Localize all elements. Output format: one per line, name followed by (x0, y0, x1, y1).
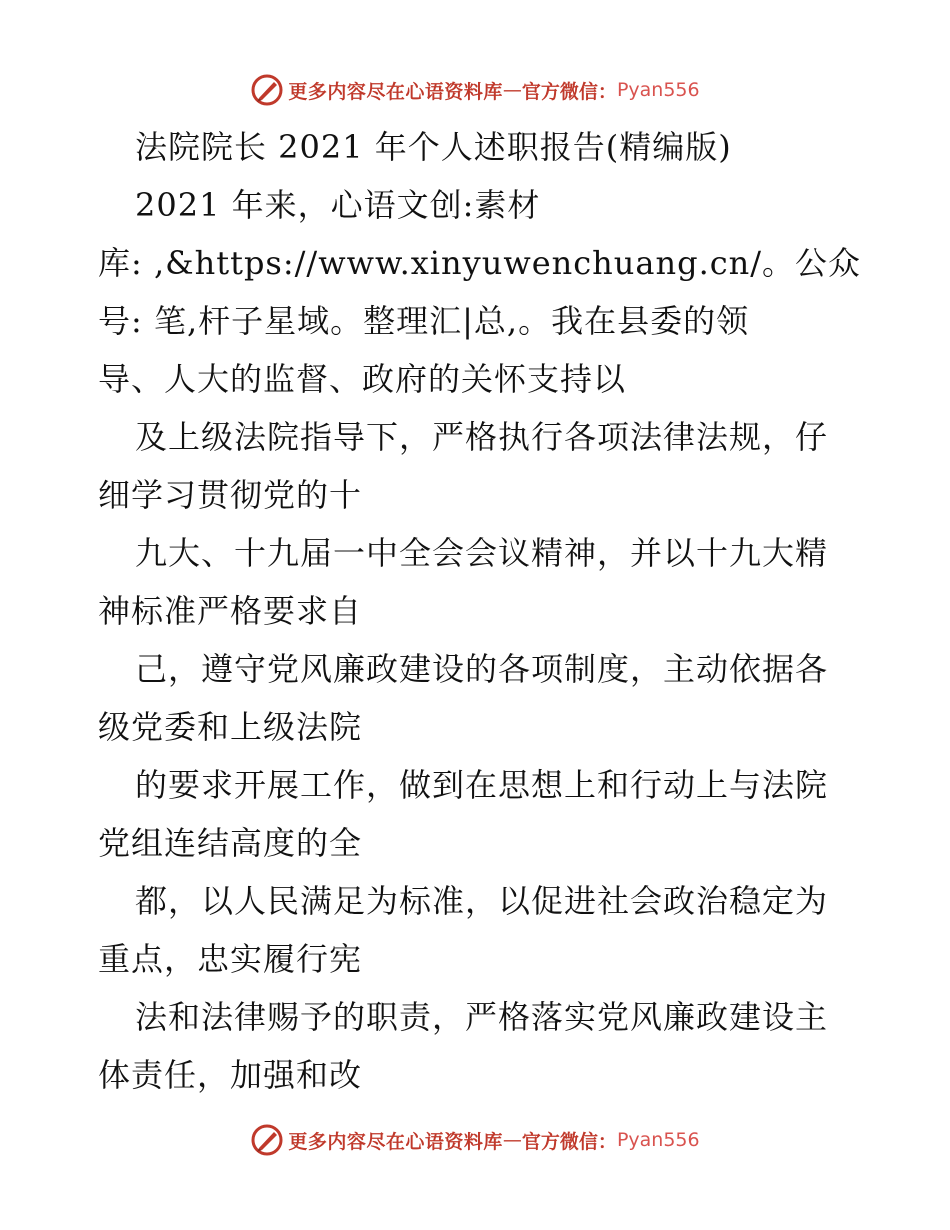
watermark-header (0, 70, 950, 110)
document-line: 法和法律赐予的职责，严格落实党风廉政建设主 (135, 998, 829, 1036)
watermark-brand: 更多内容尽在心语资料库 (288, 80, 503, 103)
document-line: 神标准严格要求自 (98, 592, 363, 630)
watermark-dash: — (502, 79, 522, 101)
document-line: 重点，忠实履行宪 (98, 940, 363, 978)
watermark-wechat-label: 官方微信： (521, 80, 617, 103)
document-line: 级党委和上级法院 (98, 708, 363, 746)
document-line: 都，以人民满足为标准，以促进社会政治稳定为 (135, 882, 829, 920)
document-line: 及上级法院指导下，严格执行各项法律法规，仔 (135, 418, 829, 456)
document-line: 九大、十九届一中全会会议精神，并以十九大精 (135, 534, 829, 572)
document-line: 号: 笔,杆子星域。整理汇|总,。我在县委的领 (98, 302, 750, 340)
watermark-wechat-label: 官方微信： (521, 1130, 617, 1153)
watermark-brand: 更多内容尽在心语资料库 (288, 1130, 503, 1153)
document-line: 的要求开展工作，做到在思想上和行动上与法院 (135, 766, 829, 804)
document-line: 己，遵守党风廉政建设的各项制度，主动依据各 (135, 650, 829, 688)
document-line: 体责任，加强和改 (98, 1056, 363, 1094)
document-line: 党组连结高度的全 (98, 824, 363, 862)
watermark-wechat-id: Pyan556 (616, 79, 700, 101)
document-line: 库: ,&https://www.xinyuwenchuang.cn/。公众 (98, 244, 862, 282)
document-title: 法院院长 2021 年个人述职报告(精编版) (135, 128, 732, 166)
document-line: 2021 年来，心语文创:素材 (135, 186, 541, 224)
watermark-dash: — (502, 1129, 522, 1151)
watermark-wechat-id: Pyan556 (616, 1129, 700, 1151)
quill-pen-icon (250, 1123, 284, 1157)
document-line: 细学习贯彻党的十 (98, 476, 363, 514)
quill-pen-icon (250, 73, 284, 107)
watermark-footer (0, 1120, 950, 1160)
document-line: 导、人大的监督、政府的关怀支持以 (98, 360, 627, 398)
